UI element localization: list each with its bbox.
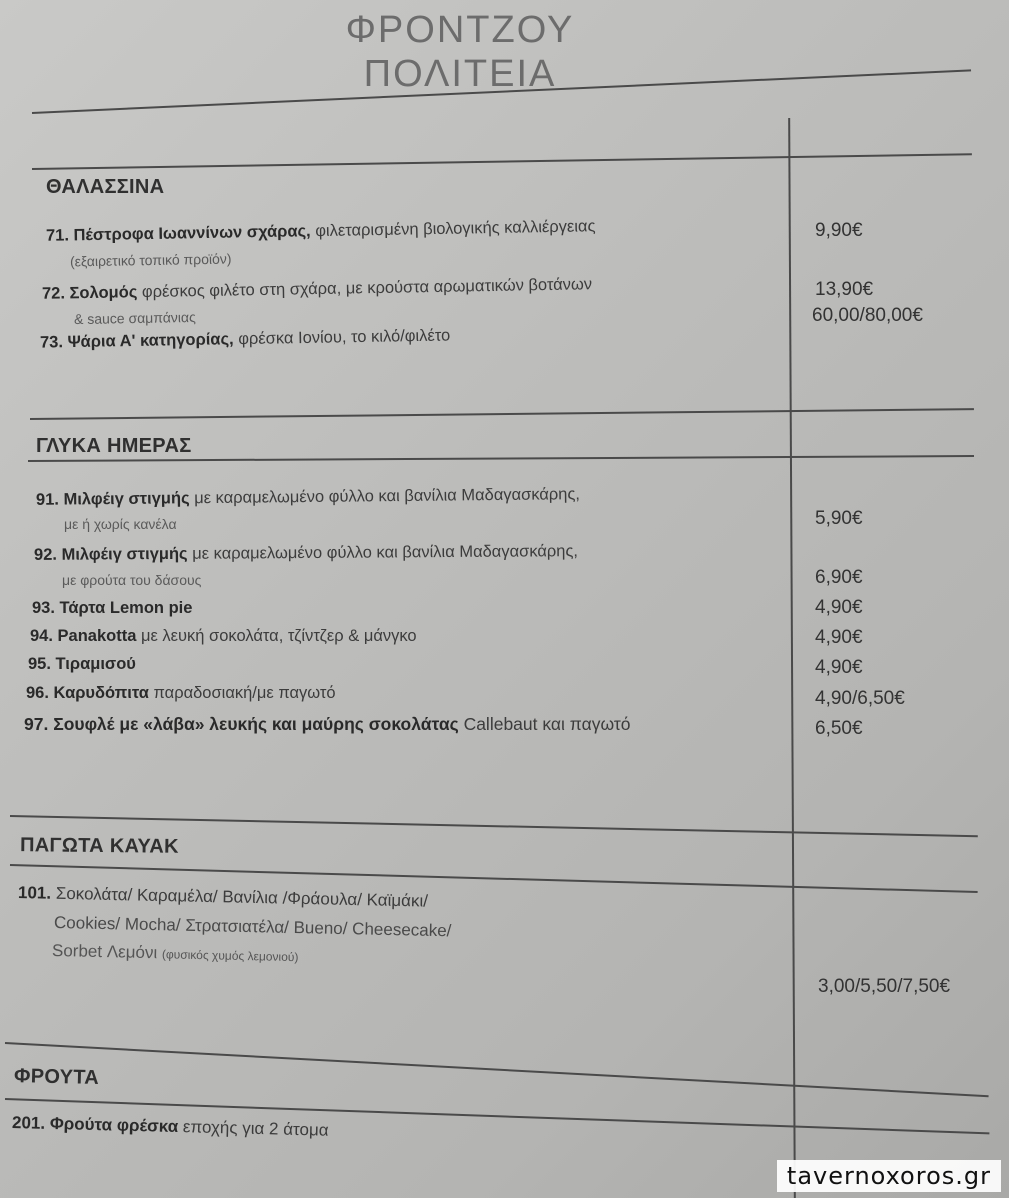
rule-desserts-bottom <box>10 815 978 837</box>
item-desc: με καραμελωμένο φύλλο και βανίλια Μαδαγασκάρης, <box>187 542 579 563</box>
menu-item-94 <box>30 627 417 646</box>
menu-item-71 <box>46 217 596 246</box>
item-number: 72. <box>41 284 66 303</box>
rule-seafood-top <box>32 153 972 170</box>
item-92-sub: με φρούτα του δάσους <box>62 572 202 588</box>
price-73: 60,00/80,00€ <box>812 305 923 326</box>
item-number: 96. <box>26 684 49 702</box>
section-title-icecream: ΠΑΓΩΤΑ ΚΑΥΑΚ <box>19 834 179 858</box>
item-72-sub: & sauce σαμπάνιας <box>73 308 196 328</box>
item-name: Μιλφέιγ στιγμής <box>61 544 188 564</box>
price-72: 13,90€ <box>815 279 874 300</box>
menu-item-73 <box>40 326 451 352</box>
menu-item-92 <box>34 542 578 565</box>
item-number: 201. <box>11 1113 46 1133</box>
price-96: 4,90/6,50€ <box>815 688 905 709</box>
section-title-desserts: ΓΛΥΚΑ ΗΜΕΡΑΣ <box>36 435 192 457</box>
restaurant-title <box>300 8 620 96</box>
item-desc: με καραμελωμένο φύλλο και βανίλια Μαδαγασκάρης, <box>189 485 581 508</box>
price-95: 4,90€ <box>815 657 863 678</box>
item-name: Πέστροφα Ιωαννίνων σχάρας, <box>73 222 311 245</box>
price-94: 4,90€ <box>815 627 863 648</box>
menu-item-72 <box>42 275 592 304</box>
item-desc: φρέσκα Ιονίου, το κιλό/φιλέτο <box>233 326 451 349</box>
title-line-2: ΠΟΛΙΤΕΙΑ <box>363 53 557 95</box>
sorbet-note: (φυσικός χυμός λεμονιού) <box>161 947 299 965</box>
menu-item-101 <box>18 883 428 912</box>
price-97: 6,50€ <box>815 718 863 739</box>
item-name: Σουφλέ με «λάβα» λευκής και μαύρης σοκολάτας <box>53 714 459 734</box>
price-92: 6,90€ <box>815 567 863 588</box>
item-desc: παραδοσιακή/με παγωτό <box>148 684 336 702</box>
section-title-fruits: ΦΡΟΥΤΑ <box>13 1064 100 1090</box>
item-desc: με λευκή σοκολάτα, τζίντζερ & μάνγκο <box>136 627 417 645</box>
item-desc: Callebaut και παγωτό <box>458 714 631 734</box>
item-name: Τιραμισού <box>55 655 136 673</box>
item-number: 93. <box>32 599 55 617</box>
menu-item-91 <box>36 485 580 510</box>
item-name: Φρούτα φρέσκα <box>49 1113 179 1137</box>
item-name: Ψάρια Α' κατηγορίας, <box>67 330 234 352</box>
menu-item-201 <box>12 1113 329 1141</box>
price-93: 4,90€ <box>815 597 863 618</box>
item-number: 101. <box>17 883 52 903</box>
title-line-1: ΦΡΟΝΤΖΟΥ <box>345 9 575 51</box>
menu-item-95 <box>28 655 136 674</box>
item-desc: εποχής για 2 άτομα <box>177 1117 329 1140</box>
item-91-sub: με ή χωρίς κανέλα <box>64 516 177 532</box>
item-number: 97. <box>24 714 49 734</box>
item-number: 94. <box>30 627 53 645</box>
item-desc: φιλεταρισμένη βιολογικής καλλιέργειας <box>310 217 596 241</box>
item-desc-line1: Σοκολάτα/ Καραμέλα/ Βανίλια /Φράουλα/ Καϊμάκι/ <box>50 883 429 911</box>
item-name: Καρυδόπιτα <box>53 684 149 702</box>
item-name: Τάρτα Lemon pie <box>59 599 193 617</box>
sorbet-label: Sorbet Λεμόνι <box>51 941 158 963</box>
item-desc: φρέσκος φιλέτο στη σχάρα, με κρούστα αρωματικών βοτάνων <box>137 275 593 302</box>
item-number: 73. <box>39 333 64 352</box>
item-71-sub: (εξαιρετικό τοπικό προϊόν) <box>69 250 232 270</box>
section-title-seafood: ΘΑΛΑΣΣΙΝΑ <box>46 176 165 198</box>
item-name: Μιλφέιγ στιγμής <box>63 489 190 509</box>
price-91: 5,90€ <box>815 508 863 529</box>
item-name: Panakotta <box>57 627 137 645</box>
item-number: 91. <box>35 490 60 509</box>
item-number: 95. <box>28 655 51 673</box>
menu-item-93 <box>32 599 192 618</box>
rule-icecream-bottom <box>5 1042 989 1097</box>
item-number: 92. <box>33 545 58 564</box>
item-name: Σολομός <box>69 283 138 303</box>
menu-item-101-line2: Cookies/ Mocha/ Στρατσιατέλα/ Bueno/ Cheesecake/ <box>53 913 452 941</box>
price-101: 3,00/5,50/7,50€ <box>818 976 951 997</box>
menu-item-101-line3 <box>52 941 299 966</box>
price-71: 9,90€ <box>815 220 863 241</box>
item-number: 71. <box>45 226 70 245</box>
site-watermark: tavernoxoros.gr <box>777 1160 1001 1192</box>
rule-seafood-bottom <box>30 408 974 420</box>
menu-item-97 <box>24 714 631 735</box>
price-column-divider <box>788 118 796 1198</box>
menu-item-96 <box>26 684 336 703</box>
